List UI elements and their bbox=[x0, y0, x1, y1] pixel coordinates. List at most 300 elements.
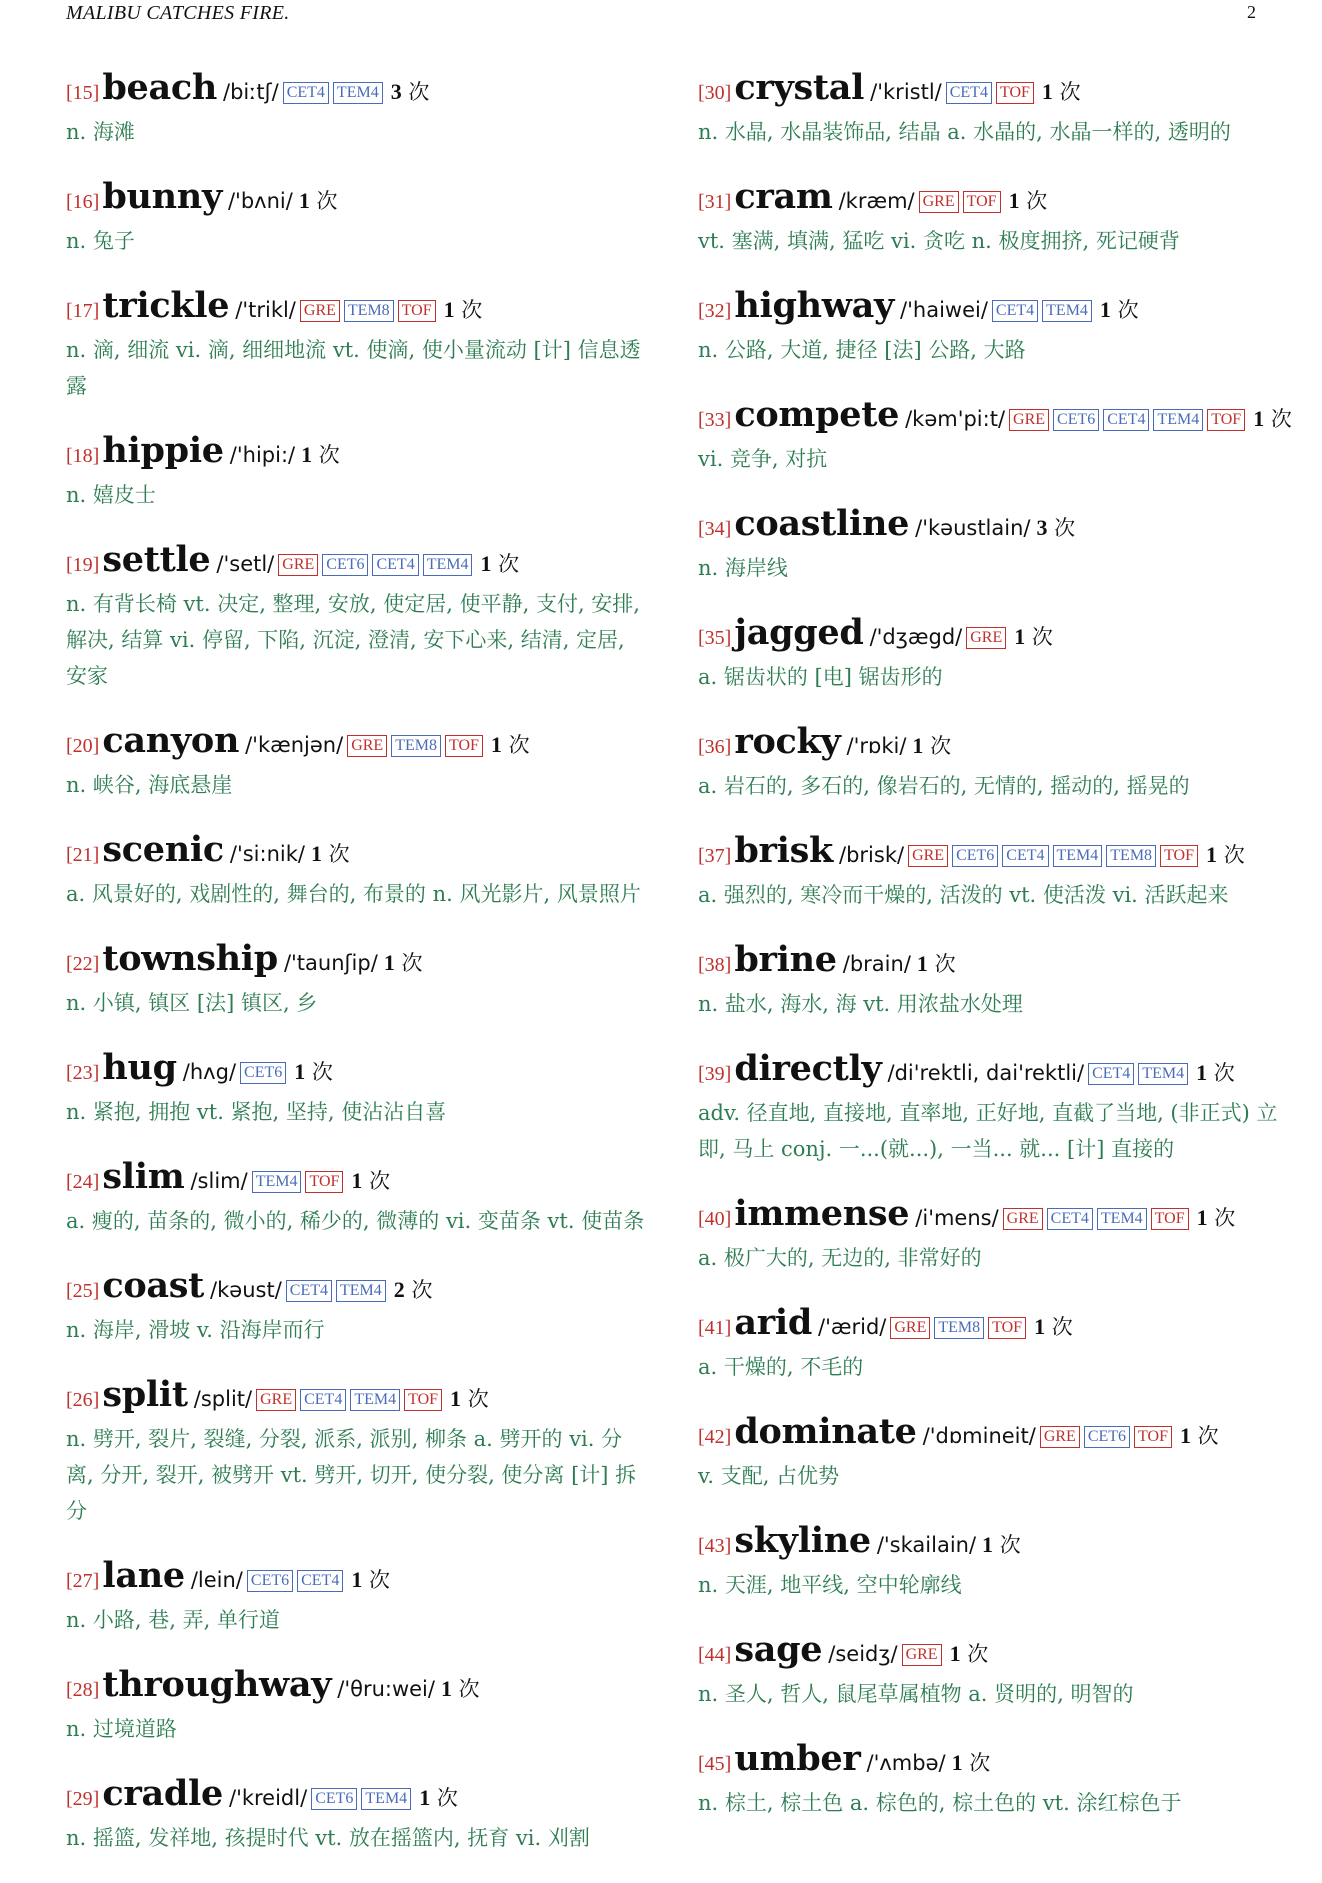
count-unit: 次 bbox=[408, 80, 430, 104]
entry-phonetic: /'bʌni/ bbox=[227, 189, 293, 213]
entry-index: [40] bbox=[698, 1208, 732, 1230]
entry-phonetic: /lein/ bbox=[190, 1568, 243, 1592]
count-unit: 次 bbox=[1213, 1061, 1235, 1085]
entry-word: settle bbox=[102, 539, 211, 580]
entry-word: umber bbox=[734, 1738, 861, 1779]
entry-word: rocky bbox=[734, 721, 841, 762]
entry-headline bbox=[698, 286, 1278, 332]
entry-word: highway bbox=[734, 285, 895, 326]
exam-tag: GRE bbox=[908, 845, 948, 867]
count-unit: 次 bbox=[461, 298, 483, 322]
entry-definition: n. 兔子 bbox=[66, 229, 135, 253]
entry-word: crystal bbox=[734, 67, 865, 108]
count-unit: 次 bbox=[411, 1278, 433, 1302]
occurrence-count bbox=[491, 733, 530, 757]
occurrence-count bbox=[1036, 516, 1075, 540]
count-unit: 次 bbox=[930, 734, 952, 758]
count-number: 1 bbox=[1041, 79, 1053, 104]
exam-tag: TEM8 bbox=[934, 1317, 984, 1339]
entry-word: canyon bbox=[102, 720, 240, 761]
exam-tag: TEM4 bbox=[1138, 1063, 1188, 1085]
entry-word: scenic bbox=[102, 829, 224, 870]
entry-phonetic: /'dɒmineit/ bbox=[922, 1424, 1036, 1448]
entry-headline bbox=[698, 1194, 1278, 1240]
entry-phonetic: /i'mens/ bbox=[915, 1206, 999, 1230]
exam-tag: GRE bbox=[300, 300, 340, 322]
vocab-entry bbox=[66, 68, 646, 150]
exam-tag: TOF bbox=[1134, 1426, 1172, 1448]
entry-phonetic: /split/ bbox=[193, 1387, 253, 1411]
entry-tags bbox=[990, 302, 1094, 321]
exam-tag: TOF bbox=[1160, 845, 1198, 867]
exam-tag: GRE bbox=[1003, 1208, 1043, 1230]
exam-tag: TEM4 bbox=[423, 554, 473, 576]
entry-definition: adv. 径直地, 直接地, 直率地, 正好地, 直截了当地, (非正式) 立即, 马上 conj. 一...(就...), 一当... 就... [计] 直接的 bbox=[698, 1101, 1278, 1161]
entry-word: beach bbox=[102, 67, 218, 108]
vocab-entry bbox=[698, 1303, 1278, 1385]
entry-index: [38] bbox=[698, 954, 732, 976]
entry-definition: n. 棕土, 棕土色 a. 棕色的, 棕土色的 vt. 涂红棕色于 bbox=[698, 1791, 1182, 1815]
vocab-entry bbox=[698, 1739, 1278, 1821]
entry-tags bbox=[900, 1646, 944, 1665]
occurrence-count bbox=[441, 1677, 480, 1701]
entry-headline bbox=[66, 1375, 646, 1421]
entry-definition: n. 滴, 细流 vi. 滴, 细细地流 vt. 使滴, 使小量流动 [计] 信息透露 bbox=[66, 338, 641, 398]
entry-index: [25] bbox=[66, 1280, 100, 1302]
occurrence-count bbox=[1206, 843, 1245, 867]
exam-tag: CET6 bbox=[952, 845, 998, 867]
entry-headline bbox=[66, 1266, 646, 1312]
entry-phonetic: /'kristl/ bbox=[870, 80, 942, 104]
entry-definition: n. 紧抱, 拥抱 vt. 紧抱, 坚持, 使沾沾自喜 bbox=[66, 1100, 447, 1124]
entry-index: [21] bbox=[66, 844, 100, 866]
entry-phonetic: /brisk/ bbox=[839, 843, 905, 867]
count-unit: 次 bbox=[934, 952, 956, 976]
entry-tags bbox=[298, 302, 438, 321]
entry-definition: n. 摇篮, 发祥地, 孩提时代 vt. 放在摇篮内, 抚育 vi. 刈割 bbox=[66, 1826, 590, 1850]
count-number: 1 bbox=[1206, 842, 1217, 867]
count-number: 1 bbox=[294, 1059, 306, 1084]
vocab-entry bbox=[66, 1266, 646, 1348]
count-number: 1 bbox=[298, 188, 310, 213]
entry-word: cram bbox=[734, 176, 833, 217]
entry-tags bbox=[245, 1572, 345, 1591]
exam-tag: CET4 bbox=[1103, 409, 1149, 431]
vocab-entry bbox=[698, 1049, 1278, 1167]
entry-definition: n. 嬉皮士 bbox=[66, 483, 156, 507]
entry-headline bbox=[698, 1049, 1278, 1095]
count-unit: 次 bbox=[1054, 516, 1076, 540]
count-number: 1 bbox=[1099, 297, 1111, 322]
entry-headline bbox=[66, 830, 646, 876]
entry-definition: vt. 塞满, 填满, 猛吃 vi. 贪吃 n. 极度拥挤, 死记硬背 bbox=[698, 229, 1180, 253]
entry-headline bbox=[66, 68, 646, 114]
occurrence-count bbox=[1197, 1206, 1236, 1230]
entry-definition: n. 劈开, 裂片, 裂缝, 分裂, 派系, 派别, 柳条 a. 劈开的 vi. 分离, 分开, 裂开, 被劈开 vt. 劈开, 切开, 使分裂, 使分离 [计] 拆分 bbox=[66, 1427, 637, 1523]
count-number: 1 bbox=[383, 950, 395, 975]
entry-definition: a. 风景好的, 戏剧性的, 舞台的, 布景的 n. 风光影片, 风景照片 bbox=[66, 882, 641, 906]
occurrence-count bbox=[1180, 1424, 1219, 1448]
entry-tags bbox=[238, 1064, 288, 1083]
count-unit: 次 bbox=[1117, 298, 1139, 322]
exam-tag: TOF bbox=[996, 82, 1034, 104]
page-title: MALIBU CATCHES FIRE. bbox=[66, 2, 290, 24]
vocab-entry bbox=[698, 722, 1278, 804]
entry-tags bbox=[888, 1319, 1028, 1338]
entry-tags bbox=[345, 737, 485, 756]
entry-headline bbox=[698, 68, 1278, 114]
count-unit: 次 bbox=[999, 1533, 1021, 1557]
entry-phonetic: /'setl/ bbox=[216, 552, 275, 576]
right-column bbox=[698, 67, 1292, 1848]
exam-tag: TOF bbox=[1151, 1208, 1189, 1230]
entry-tags bbox=[309, 1790, 413, 1809]
entry-headline bbox=[66, 177, 646, 223]
entry-phonetic: /brain/ bbox=[842, 952, 911, 976]
entry-index: [44] bbox=[698, 1644, 732, 1666]
entry-index: [30] bbox=[698, 82, 732, 104]
entry-word: brine bbox=[734, 939, 837, 980]
entry-tags bbox=[906, 847, 1200, 866]
exam-tag: TOF bbox=[398, 300, 436, 322]
entry-index: [26] bbox=[66, 1389, 100, 1411]
count-unit: 次 bbox=[369, 1568, 391, 1592]
count-unit: 次 bbox=[318, 443, 340, 467]
occurrence-count bbox=[394, 1278, 433, 1302]
entry-headline bbox=[66, 721, 646, 767]
entry-tags bbox=[254, 1391, 444, 1410]
entry-phonetic: /'rɒki/ bbox=[846, 734, 907, 758]
exam-tag: TEM4 bbox=[1042, 300, 1092, 322]
entry-phonetic: /'ærid/ bbox=[818, 1315, 887, 1339]
count-number: 3 bbox=[1036, 515, 1048, 540]
count-number: 1 bbox=[351, 1567, 363, 1592]
entry-phonetic: /kəm'pi:t/ bbox=[905, 407, 1006, 431]
entry-definition: n. 圣人, 哲人, 鼠尾草属植物 a. 贤明的, 明智的 bbox=[698, 1682, 1134, 1706]
entry-index: [17] bbox=[66, 300, 100, 322]
occurrence-count bbox=[1100, 298, 1139, 322]
entry-headline bbox=[698, 1412, 1278, 1458]
exam-tag: CET4 bbox=[1002, 845, 1048, 867]
entry-headline bbox=[66, 939, 646, 985]
exam-tag: CET6 bbox=[311, 1788, 357, 1810]
count-number: 1 bbox=[916, 951, 928, 976]
count-number: 1 bbox=[440, 1676, 452, 1701]
count-number: 1 bbox=[1008, 188, 1020, 213]
count-unit: 次 bbox=[508, 733, 530, 757]
entry-index: [19] bbox=[66, 554, 100, 576]
entry-definition: n. 海岸线 bbox=[698, 556, 788, 580]
entry-phonetic: /'kəustlain/ bbox=[915, 516, 1031, 540]
occurrence-count bbox=[419, 1786, 458, 1810]
vocab-entry bbox=[66, 286, 646, 404]
entry-definition: n. 公路, 大道, 捷径 [法] 公路, 大路 bbox=[698, 338, 1026, 362]
entry-definition: n. 海滩 bbox=[66, 120, 135, 144]
count-unit: 次 bbox=[1214, 1206, 1236, 1230]
entry-word: township bbox=[102, 938, 278, 979]
entry-tags bbox=[1038, 1428, 1174, 1447]
occurrence-count bbox=[444, 298, 483, 322]
exam-tag: GRE bbox=[1040, 1426, 1080, 1448]
count-number: 1 bbox=[1196, 1205, 1208, 1230]
entry-tags bbox=[276, 556, 474, 575]
entry-phonetic: /'trikl/ bbox=[235, 298, 296, 322]
occurrence-count bbox=[912, 734, 951, 758]
vocab-entry bbox=[66, 721, 646, 803]
count-unit: 次 bbox=[401, 951, 423, 975]
entry-definition: v. 支配, 占优势 bbox=[698, 1464, 840, 1488]
entry-headline bbox=[698, 1303, 1278, 1349]
exam-tag: TEM4 bbox=[350, 1389, 400, 1411]
vocab-entry bbox=[66, 431, 646, 513]
count-unit: 次 bbox=[369, 1169, 391, 1193]
entry-definition: n. 盐水, 海水, 海 vt. 用浓盐水处理 bbox=[698, 992, 1023, 1016]
entry-word: immense bbox=[734, 1193, 910, 1234]
exam-tag: GRE bbox=[1009, 409, 1049, 431]
entry-index: [15] bbox=[66, 82, 100, 104]
entry-definition: n. 小路, 巷, 弄, 单行道 bbox=[66, 1608, 280, 1632]
exam-tag: CET6 bbox=[240, 1062, 286, 1084]
page-number: 2 bbox=[1247, 2, 1256, 22]
occurrence-count bbox=[301, 443, 340, 467]
entry-index: [18] bbox=[66, 445, 100, 467]
entry-index: [43] bbox=[698, 1535, 732, 1557]
exam-tag: TEM8 bbox=[391, 735, 441, 757]
entry-phonetic: /di'rektli, dai'rektli/ bbox=[887, 1061, 1085, 1085]
count-number: 1 bbox=[949, 1641, 961, 1666]
vocab-entry bbox=[698, 286, 1278, 368]
entry-definition: a. 干燥的, 不毛的 bbox=[698, 1355, 864, 1379]
entry-headline bbox=[698, 504, 1278, 550]
exam-tag: TEM4 bbox=[1097, 1208, 1147, 1230]
vocab-entry bbox=[698, 613, 1278, 695]
count-number: 1 bbox=[1179, 1423, 1191, 1448]
entry-word: arid bbox=[734, 1302, 813, 1343]
count-number: 1 bbox=[912, 733, 924, 758]
vocab-entry bbox=[698, 1630, 1278, 1712]
occurrence-count bbox=[351, 1169, 390, 1193]
vocab-entry bbox=[698, 1412, 1278, 1494]
entry-definition: n. 过境道路 bbox=[66, 1717, 177, 1741]
occurrence-count bbox=[952, 1751, 991, 1775]
count-number: 1 bbox=[951, 1750, 963, 1775]
entry-tags bbox=[1001, 1210, 1191, 1229]
entry-headline bbox=[66, 286, 646, 332]
entry-index: [36] bbox=[698, 736, 732, 758]
count-number: 1 bbox=[1196, 1060, 1208, 1085]
entry-definition: a. 锯齿状的 [电] 锯齿形的 bbox=[698, 665, 943, 689]
vocab-entry bbox=[66, 1556, 646, 1638]
vocab-entry bbox=[698, 940, 1278, 1022]
entry-definition: n. 有背长椅 vt. 决定, 整理, 安放, 使定居, 使平静, 支付, 安排, 解决, 结算 vi. 停留, 下陷, 沉淀, 澄清, 安下心来, 结清, 定居, 安家 bbox=[66, 592, 640, 688]
entry-tags bbox=[1007, 411, 1247, 430]
entry-headline bbox=[66, 431, 646, 477]
count-unit: 次 bbox=[458, 1677, 480, 1701]
left-column bbox=[66, 68, 646, 1883]
entry-headline bbox=[66, 1048, 646, 1094]
exam-tag: TOF bbox=[1207, 409, 1245, 431]
count-unit: 次 bbox=[328, 842, 350, 866]
occurrence-count bbox=[1034, 1315, 1073, 1339]
entry-headline bbox=[66, 1157, 646, 1203]
count-unit: 次 bbox=[967, 1642, 989, 1666]
occurrence-count bbox=[391, 80, 430, 104]
count-unit: 次 bbox=[316, 189, 338, 213]
entry-tags bbox=[1086, 1065, 1190, 1084]
occurrence-count bbox=[311, 842, 350, 866]
entry-index: [39] bbox=[698, 1063, 732, 1085]
entry-headline bbox=[698, 177, 1278, 223]
entry-tags bbox=[944, 84, 1036, 103]
entry-phonetic: /'taunʃip/ bbox=[283, 951, 378, 975]
exam-tag: TEM4 bbox=[1053, 845, 1103, 867]
entry-definition: n. 小镇, 镇区 [法] 镇区, 乡 bbox=[66, 991, 318, 1015]
entry-definition: n. 天涯, 地平线, 空中轮廓线 bbox=[698, 1573, 962, 1597]
count-number: 1 bbox=[480, 551, 492, 576]
entry-word: dominate bbox=[734, 1411, 917, 1452]
occurrence-count bbox=[294, 1060, 333, 1084]
entry-word: cradle bbox=[102, 1773, 223, 1814]
entry-definition: a. 极广大的, 无边的, 非常好的 bbox=[698, 1246, 982, 1270]
exam-tag: CET6 bbox=[247, 1570, 293, 1592]
occurrence-count bbox=[299, 189, 338, 213]
exam-tag: TEM4 bbox=[1153, 409, 1203, 431]
entry-index: [32] bbox=[698, 300, 732, 322]
entry-word: directly bbox=[734, 1048, 882, 1089]
entry-headline bbox=[698, 394, 1292, 441]
exam-tag: TEM8 bbox=[1106, 845, 1156, 867]
entry-tags bbox=[917, 193, 1003, 212]
vocab-entry bbox=[66, 939, 646, 1021]
entry-word: brisk bbox=[734, 830, 833, 871]
entry-headline bbox=[66, 1665, 646, 1711]
vocab-entry bbox=[698, 68, 1278, 150]
entry-index: [34] bbox=[698, 518, 732, 540]
exam-tag: GRE bbox=[890, 1317, 930, 1339]
vocab-entry bbox=[66, 1048, 646, 1130]
entry-index: [16] bbox=[66, 191, 100, 213]
count-number: 1 bbox=[982, 1532, 994, 1557]
entry-word: sage bbox=[734, 1629, 823, 1670]
vocab-entry bbox=[698, 394, 1292, 477]
exam-tag: TEM4 bbox=[336, 1280, 386, 1302]
count-unit: 次 bbox=[1270, 407, 1292, 431]
count-unit: 次 bbox=[1197, 1424, 1219, 1448]
count-number: 1 bbox=[419, 1785, 431, 1810]
exam-tag: CET6 bbox=[1053, 409, 1099, 431]
count-unit: 次 bbox=[498, 552, 520, 576]
entry-headline bbox=[698, 1739, 1278, 1785]
exam-tag: CET4 bbox=[286, 1280, 332, 1302]
exam-tag: CET4 bbox=[1047, 1208, 1093, 1230]
entry-headline bbox=[66, 1556, 646, 1602]
entry-phonetic: /'θru:wei/ bbox=[337, 1677, 435, 1701]
entry-index: [24] bbox=[66, 1171, 100, 1193]
entry-headline bbox=[698, 722, 1278, 768]
vocab-entry bbox=[698, 1194, 1278, 1276]
entry-word: skyline bbox=[734, 1520, 871, 1561]
occurrence-count bbox=[982, 1533, 1021, 1557]
entry-phonetic: /biːtʃ/ bbox=[223, 80, 279, 104]
count-unit: 次 bbox=[1059, 80, 1081, 104]
exam-tag: GRE bbox=[278, 554, 318, 576]
entry-phonetic: /'si:nik/ bbox=[229, 842, 305, 866]
vocab-entry bbox=[66, 1774, 646, 1856]
entry-phonetic: /'kreidl/ bbox=[229, 1786, 308, 1810]
entry-word: trickle bbox=[102, 285, 230, 326]
count-unit: 次 bbox=[969, 1751, 991, 1775]
entry-tags bbox=[250, 1173, 346, 1192]
entry-definition: n. 峡谷, 海底悬崖 bbox=[66, 773, 233, 797]
entry-definition: a. 强烈的, 寒冷而干燥的, 活泼的 vt. 使活泼 vi. 活跃起来 bbox=[698, 883, 1229, 907]
vocab-entry bbox=[698, 1521, 1278, 1603]
exam-tag: TOF bbox=[404, 1389, 442, 1411]
entry-headline bbox=[698, 613, 1278, 659]
exam-tag: TOF bbox=[305, 1171, 343, 1193]
exam-tag: GRE bbox=[902, 1644, 942, 1666]
entry-headline bbox=[66, 540, 646, 586]
occurrence-count bbox=[1042, 80, 1081, 104]
exam-tag: TEM4 bbox=[333, 82, 383, 104]
exam-tag: TOF bbox=[963, 191, 1001, 213]
occurrence-count bbox=[384, 951, 423, 975]
entry-definition: vi. 竞争, 对抗 bbox=[698, 447, 828, 471]
count-number: 1 bbox=[450, 1386, 462, 1411]
entry-phonetic: /seidʒ/ bbox=[828, 1642, 898, 1666]
entry-headline bbox=[66, 1774, 646, 1820]
count-number: 1 bbox=[490, 732, 502, 757]
entry-phonetic: /kəust/ bbox=[210, 1278, 282, 1302]
count-unit: 次 bbox=[1031, 625, 1053, 649]
exam-tag: CET4 bbox=[283, 82, 329, 104]
exam-tag: CET4 bbox=[297, 1570, 343, 1592]
entry-phonetic: /'haiwei/ bbox=[900, 298, 988, 322]
entry-word: coast bbox=[102, 1265, 205, 1306]
count-unit: 次 bbox=[311, 1060, 333, 1084]
entry-index: [42] bbox=[698, 1426, 732, 1448]
entry-word: jagged bbox=[734, 612, 864, 653]
entry-word: coastline bbox=[734, 503, 910, 544]
entry-index: [27] bbox=[66, 1570, 100, 1592]
exam-tag: CET4 bbox=[946, 82, 992, 104]
vocab-entry bbox=[698, 831, 1278, 913]
count-number: 1 bbox=[301, 442, 313, 467]
count-number: 1 bbox=[351, 1168, 363, 1193]
occurrence-count bbox=[917, 952, 956, 976]
entry-word: lane bbox=[102, 1555, 185, 1596]
entry-definition: a. 岩石的, 多石的, 像岩石的, 无情的, 摇动的, 摇晃的 bbox=[698, 774, 1190, 798]
entry-headline bbox=[698, 831, 1278, 877]
exam-tag: CET6 bbox=[322, 554, 368, 576]
count-unit: 次 bbox=[1223, 843, 1245, 867]
count-number: 1 bbox=[443, 297, 455, 322]
count-number: 1 bbox=[1034, 1314, 1046, 1339]
vocab-entry bbox=[66, 540, 646, 694]
entry-index: [33] bbox=[698, 409, 732, 431]
entry-tags bbox=[284, 1282, 388, 1301]
entry-index: [20] bbox=[66, 735, 100, 757]
exam-tag: TEM4 bbox=[252, 1171, 302, 1193]
entry-index: [28] bbox=[66, 1679, 100, 1701]
entry-tags bbox=[281, 84, 385, 103]
entry-index: [41] bbox=[698, 1317, 732, 1339]
occurrence-count bbox=[950, 1642, 989, 1666]
exam-tag: CET6 bbox=[1084, 1426, 1130, 1448]
entry-definition: a. 瘦的, 苗条的, 微小的, 稀少的, 微薄的 vi. 变苗条 vt. 使苗条 bbox=[66, 1209, 645, 1233]
entry-tags bbox=[964, 629, 1008, 648]
entry-phonetic: /'ʌmbə/ bbox=[866, 1751, 946, 1775]
exam-tag: GRE bbox=[256, 1389, 296, 1411]
